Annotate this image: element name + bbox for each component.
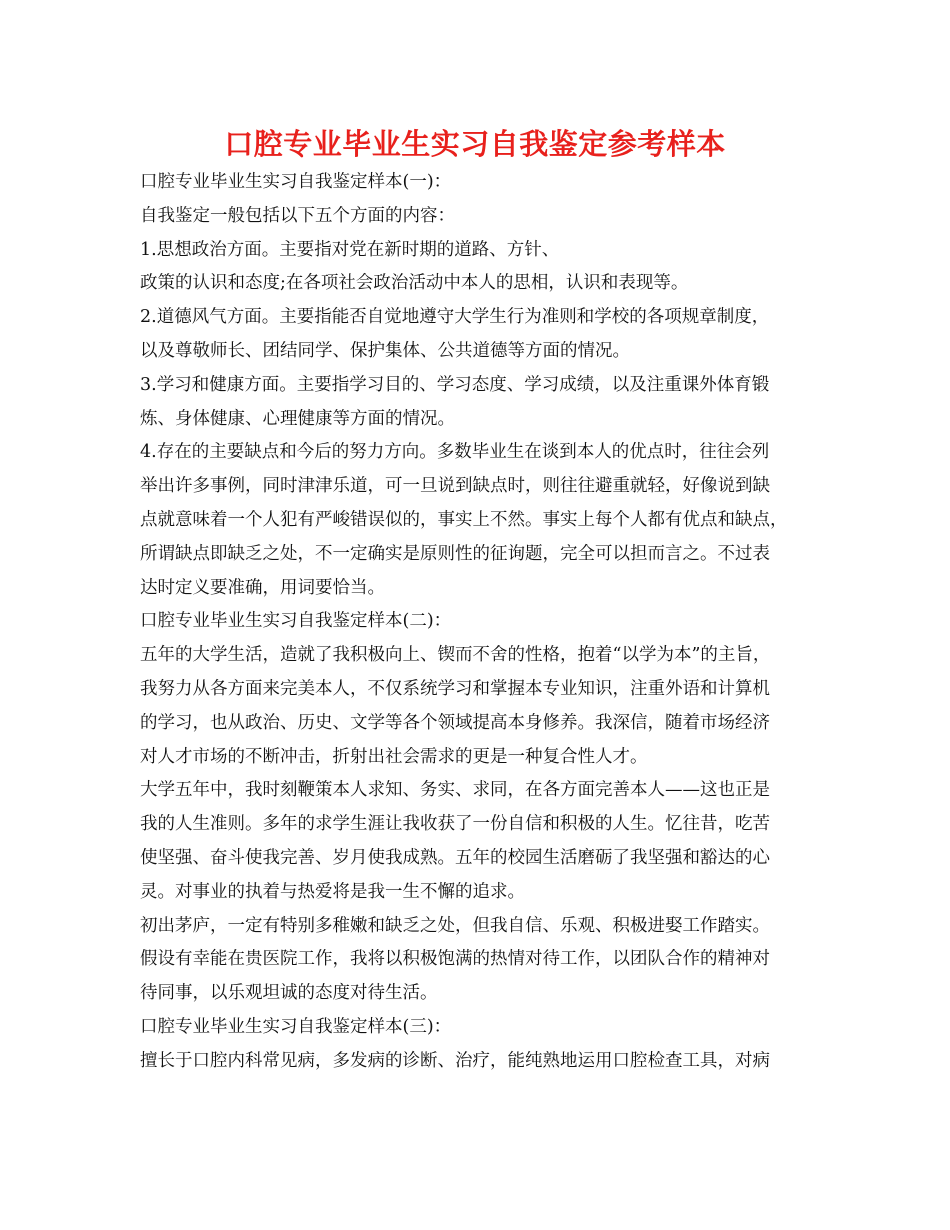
text-line: 举出许多事例，同时津津乐道，可一旦说到缺点时，则往往避重就轻，好像说到缺	[140, 476, 770, 497]
text-line: 对人才市场的不断冲击，折射出社会需求的更是一种复合性人才。	[140, 746, 648, 767]
text-line: 以及尊敬师长、团结同学、保护集体、公共道德等方面的情况。	[140, 340, 630, 361]
text-line: 假设有幸能在贵医院工作，我将以积极饱满的热情对待工作，以团队合作的精神对	[140, 949, 770, 970]
page-title: 口腔专业毕业生实习自我鉴定参考样本	[224, 127, 726, 161]
text-line: 1.思想政治方面。主要指对党在新时期的道路、方针、	[140, 239, 560, 260]
text-line: 擅长于口腔内科常见病，多发病的诊断、治疗，能纯熟地运用口腔检查工具，对病	[140, 1050, 770, 1071]
document-body	[140, 166, 820, 1079]
text-line: 3.学习和健康方面。主要指学习目的、学习态度、学习成绩，以及注重课外体育锻	[140, 374, 770, 395]
text-line: 口腔专业毕业生实习自我鉴定样本(一)：	[140, 172, 452, 192]
text-line: 灵。对事业的执着与热爱将是我一生不懈的追求。	[140, 881, 525, 902]
text-line: 口腔专业毕业生实习自我鉴定样本(三)：	[140, 1016, 452, 1037]
text-line: 待同事，以乐观坦诚的态度对待生活。	[140, 983, 438, 1004]
text-line: 4.存在的主要缺点和今后的努力方向。多数毕业生在谈到本人的优点时，往往会列	[140, 442, 770, 463]
text-line: 我努力从各方面来完美本人，不仅系统学习和掌握本专业知识，注重外语和计算机	[140, 678, 770, 699]
text-line: 口腔专业毕业生实习自我鉴定样本(二)：	[140, 611, 452, 632]
text-line: 五年的大学生活，造就了我积极向上、锲而不舍的性格，抱着“以学为本”的主旨，	[140, 645, 771, 666]
text-line: 所谓缺点即缺乏之处，不一定确实是原则性的征询题，完全可以担而言之。不过表	[140, 543, 770, 564]
text-line: 我的人生准则。多年的求学生涯让我收获了一份自信和积极的人生。忆往昔，吃苦	[140, 814, 770, 835]
text-line: 大学五年中，我时刻鞭策本人求知、务实、求同，在各方面完善本人——这也正是	[140, 780, 770, 801]
text-line: 初出茅庐，一定有特别多稚嫩和缺乏之处，但我自信、乐观、积极进娶工作踏实。	[140, 915, 770, 936]
text-line: 政策的认识和态度;在各项社会政治活动中本人的思相，认识和表现等。	[140, 273, 689, 294]
text-line: 自我鉴定一般包括以下五个方面的内容：	[140, 205, 455, 226]
text-line: 点就意味着一个人犯有严峻错误似的，事实上不然。事实上每个人都有优点和缺点，	[140, 509, 788, 530]
text-line: 炼、身体健康、心理健康等方面的情况。	[140, 408, 455, 429]
text-line: 达时定义要准确，用词要恰当。	[140, 577, 385, 598]
text-line: 2.道德风气方面。主要指能否自觉地遵守大学生行为准则和学校的各项规章制度，	[140, 307, 770, 328]
text-line: 使坚强、奋斗使我完善、岁月使我成熟。五年的校园生活磨砺了我坚强和豁达的心	[140, 847, 770, 868]
text-line: 的学习，也从政治、历史、文学等各个领域提高本身修养。我深信，随着市场经济	[140, 712, 770, 733]
